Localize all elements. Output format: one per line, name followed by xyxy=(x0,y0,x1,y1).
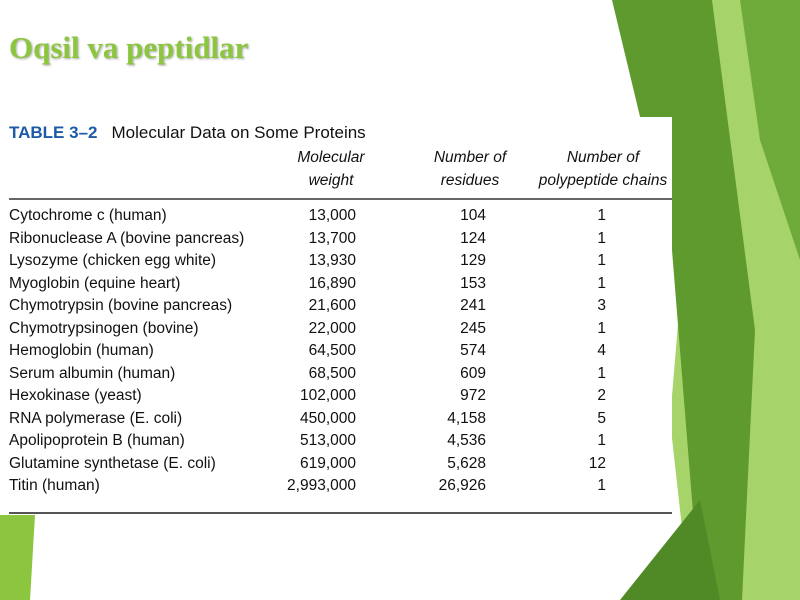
table-caption xyxy=(9,123,366,143)
molecular-weight: 13,700 xyxy=(308,229,356,247)
chain-count: 1 xyxy=(597,207,606,224)
slide-title: Oqsil va peptidlar xyxy=(9,30,249,65)
residue-count: 609 xyxy=(460,364,486,382)
table-row xyxy=(0,475,672,498)
table-row xyxy=(0,340,672,363)
chain-count: 1 xyxy=(597,229,606,247)
protein-table xyxy=(0,117,672,515)
residue-count: 5,628 xyxy=(447,454,486,472)
protein-name: Chymotrypsin (bovine pancreas) xyxy=(9,297,233,314)
protein-name: Apolipoprotein B (human) xyxy=(9,432,185,449)
protein-name: Ribonuclease A (bovine pancreas) xyxy=(9,229,245,247)
table-row xyxy=(0,363,672,386)
molecular-weight: 13,000 xyxy=(308,207,356,224)
residue-count: 26,926 xyxy=(438,477,486,494)
residue-count: 574 xyxy=(460,342,486,359)
table-label: TABLE 3–2 xyxy=(9,123,98,142)
table-row xyxy=(0,318,672,341)
chain-count: 1 xyxy=(597,274,606,292)
protein-name: Titin (human) xyxy=(9,477,100,494)
table-row xyxy=(0,385,672,408)
molecular-weight: 513,000 xyxy=(299,432,356,449)
chain-count: 1 xyxy=(597,432,606,449)
chain-count: 4 xyxy=(597,342,606,359)
molecular-weight: 21,600 xyxy=(308,297,356,314)
molecular-weight: 68,500 xyxy=(308,364,356,382)
protein-name: Glutamine synthetase (E. coli) xyxy=(9,454,216,472)
header-line: polypeptide chains xyxy=(538,172,668,189)
molecular-weight: 450,000 xyxy=(299,409,356,427)
table-row xyxy=(0,408,672,431)
molecular-weight: 102,000 xyxy=(299,387,356,404)
chain-count: 1 xyxy=(597,252,606,269)
residue-count: 124 xyxy=(460,229,486,247)
table-row xyxy=(0,273,672,296)
header-molecular-weight xyxy=(276,146,386,192)
chain-count: 2 xyxy=(597,387,606,404)
protein-name: Serum albumin (human) xyxy=(9,364,176,382)
residue-count: 4,536 xyxy=(447,432,486,449)
header-line: Number of xyxy=(566,149,640,166)
protein-name: Cytochrome c (human) xyxy=(9,207,167,224)
table-row xyxy=(0,453,672,476)
chain-count: 12 xyxy=(588,454,606,472)
chain-count: 1 xyxy=(597,364,606,382)
table-top-rule xyxy=(9,198,672,200)
table-row xyxy=(0,295,672,318)
residue-count: 129 xyxy=(460,252,486,269)
protein-name: Hemoglobin (human) xyxy=(9,342,154,359)
header-line: Molecular xyxy=(297,149,365,166)
table-row xyxy=(0,430,672,453)
header-line: Number of xyxy=(433,149,507,166)
deco-shape-bottom-left xyxy=(0,515,35,600)
residue-count: 153 xyxy=(460,274,486,292)
header-residues xyxy=(414,146,526,192)
chain-count: 5 xyxy=(597,409,606,427)
residue-count: 4,158 xyxy=(447,409,486,427)
table-title: Molecular Data on Some Proteins xyxy=(111,123,366,142)
molecular-weight: 13,930 xyxy=(308,252,356,269)
molecular-weight: 64,500 xyxy=(308,342,356,359)
table-body xyxy=(0,205,672,498)
header-line: weight xyxy=(308,172,354,189)
residue-count: 245 xyxy=(460,319,486,337)
header-line: residues xyxy=(440,172,500,189)
chain-count: 1 xyxy=(597,319,606,337)
chain-count: 1 xyxy=(597,477,606,494)
chain-count: 3 xyxy=(597,297,606,314)
table-row xyxy=(0,205,672,228)
table-bottom-rule xyxy=(9,512,672,514)
residue-count: 972 xyxy=(460,387,486,404)
table-row xyxy=(0,250,672,273)
protein-name: Lysozyme (chicken egg white) xyxy=(9,252,217,269)
protein-name: Myoglobin (equine heart) xyxy=(9,274,181,292)
table-row xyxy=(0,228,672,251)
molecular-weight: 2,993,000 xyxy=(287,477,356,494)
molecular-weight: 16,890 xyxy=(308,274,356,292)
molecular-weight: 22,000 xyxy=(308,319,356,337)
residue-count: 104 xyxy=(460,207,486,224)
protein-name: Hexokinase (yeast) xyxy=(9,387,142,404)
residue-count: 241 xyxy=(460,297,486,314)
molecular-weight: 619,000 xyxy=(299,454,356,472)
protein-name: RNA polymerase (E. coli) xyxy=(9,409,183,427)
protein-name: Chymotrypsinogen (bovine) xyxy=(9,319,199,337)
header-chains xyxy=(532,146,674,192)
